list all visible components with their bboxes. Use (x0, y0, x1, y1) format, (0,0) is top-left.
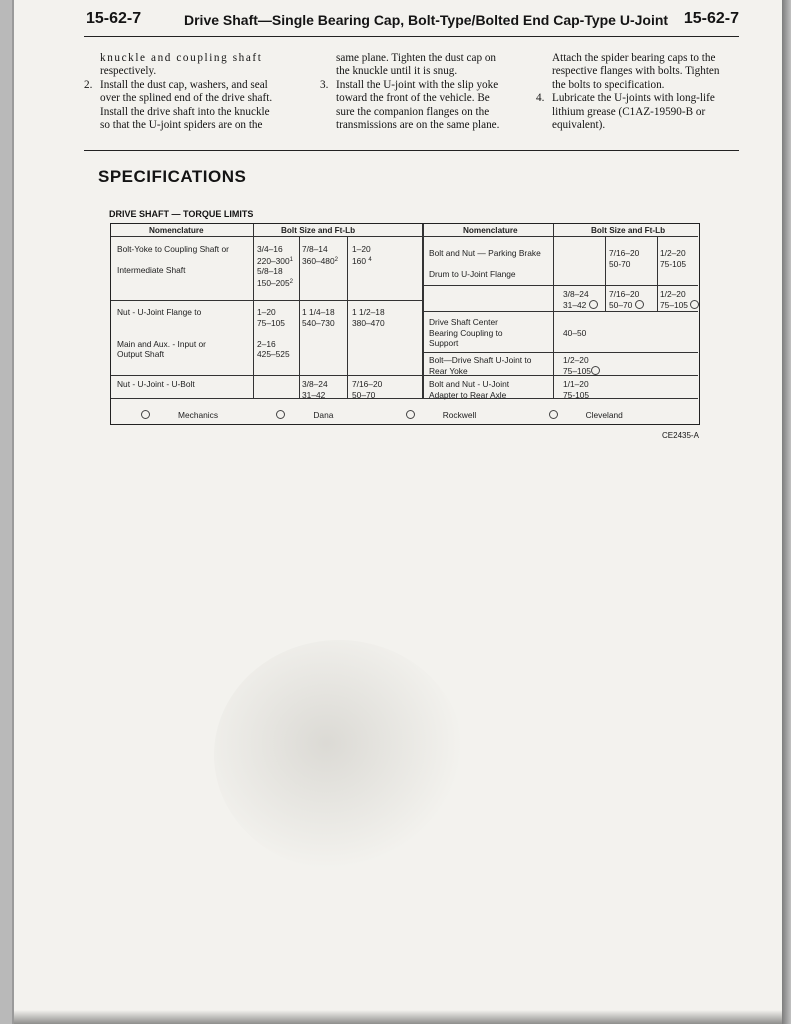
bolt-size-cell (257, 244, 293, 288)
text-line: Adapter to Rear Axle (429, 389, 507, 400)
page-number-right: 15-62-7 (683, 10, 739, 27)
text-line: 1 1/2–18 (352, 307, 385, 317)
dana-icon (276, 410, 285, 419)
step-3 (320, 79, 520, 133)
text-line: respectively. (100, 65, 157, 78)
text-line (563, 366, 603, 377)
bolt-size-cell (352, 379, 382, 400)
text-line: 1/1–20 (563, 379, 589, 389)
text-line (429, 259, 541, 270)
page-header (84, 6, 739, 37)
header-bolt-size-left: Bolt Size and Ft-Lb (281, 226, 356, 235)
cleveland-icon (549, 410, 558, 419)
bolt-size-cell (352, 244, 372, 266)
figure-code: CE2435-A (662, 431, 699, 440)
text-line (117, 318, 206, 329)
text-line: 7/16–20 (352, 379, 383, 389)
text-line (563, 300, 601, 311)
text-line: knuckle and coupling shaft (100, 52, 263, 64)
text-line: 1/2–20 (660, 248, 686, 258)
section-divider (84, 150, 739, 151)
cleveland-mark: 4 (368, 256, 372, 263)
rockwell-mark (690, 300, 699, 309)
page-edge-shadow (14, 1010, 782, 1024)
text-line: Support (429, 338, 459, 348)
text-line: Install the U-joint with the slip yoke (336, 78, 499, 91)
value: 360–480 (302, 255, 335, 266)
nomenclature-cell (429, 248, 541, 280)
mechanics-mark: 1 (289, 256, 293, 263)
value: 50–70 (609, 299, 633, 310)
nomenclature-cell (117, 307, 206, 360)
manual-page (12, 0, 782, 1024)
bolt-size-cell (302, 244, 338, 266)
rockwell-mark (591, 366, 600, 375)
nomenclature-cell (117, 244, 229, 276)
value: 160 (352, 255, 366, 266)
text-line: 1/2–20 (563, 355, 589, 365)
table-rule (111, 300, 422, 301)
bolt-size-cell (609, 248, 639, 269)
text-line (117, 255, 229, 266)
rockwell-mark (589, 300, 598, 309)
legend-item (406, 410, 505, 420)
bolt-size-cell (563, 355, 603, 376)
rockwell-icon (406, 410, 415, 419)
text-line (302, 255, 338, 267)
text-line (257, 328, 290, 339)
text-line (609, 300, 647, 311)
header-nomenclature-right: Nomenclature (463, 226, 518, 235)
text-line: Main and Aux. - Input or (117, 338, 206, 349)
text-line: respective flanges with bolts. Tighten (552, 65, 720, 78)
text-line: 380–470 (352, 317, 385, 328)
nomenclature-cell: Nut - U-Joint - U-Bolt (117, 379, 195, 389)
header-nomenclature-left: Nomenclature (149, 226, 204, 235)
text-line: 425–525 (257, 349, 290, 359)
text-line: 31–42 (302, 389, 326, 400)
text-line: 75-105 (660, 258, 687, 269)
table-rule (347, 236, 348, 398)
text-line (117, 328, 206, 339)
text-line: over the splined end of the drive shaft. (100, 92, 273, 105)
manufacturer-legend (141, 410, 679, 421)
value: 150–205 (257, 277, 290, 288)
dana-mark: 2 (334, 256, 338, 263)
legend-label: Dana (313, 410, 334, 420)
step-4 (536, 92, 741, 132)
table-rule (657, 236, 658, 312)
nomenclature-cell (429, 379, 509, 400)
text-line: 1/2–20 (660, 289, 686, 299)
text-line: Rear Yoke (429, 365, 468, 376)
bolt-size-cell (609, 289, 647, 310)
bolt-size-cell: 40–50 (563, 328, 587, 338)
text-line: 50–70 (352, 389, 376, 400)
dana-mark: 2 (289, 278, 293, 285)
text-line: 3/8–24 (302, 379, 328, 389)
step-number: 3. (320, 78, 329, 91)
bolt-size-cell (302, 379, 328, 400)
text-line: 1–20 (352, 244, 371, 254)
bolt-size-cell (302, 307, 335, 328)
text-line: equivalent). (552, 119, 606, 132)
text-line: 2–16 (257, 338, 276, 349)
table-rule (299, 236, 300, 398)
table-rule (553, 224, 554, 398)
text-line: 540–730 (302, 317, 335, 328)
text-line: same plane. Tighten the dust cap on (336, 52, 497, 64)
table-rule (111, 398, 698, 399)
legend-item (549, 410, 651, 420)
text-line: Bolt and Nut — Parking Brake (429, 248, 541, 258)
text-line: 75–105 (257, 317, 285, 328)
text-line: Output Shaft (117, 349, 165, 359)
text-line (660, 300, 702, 311)
text-line: Attach the spider bearing caps to the (552, 52, 716, 64)
text-line: Lubricate the U-joints with long-life (552, 92, 715, 105)
text-line: Bolt-Yoke to Coupling Shaft or (117, 244, 229, 254)
text-line: 7/16–20 (609, 248, 640, 258)
text-line: Bolt and Nut - U-Joint (429, 379, 510, 389)
text-line: Bearing Coupling to (429, 327, 503, 338)
text-line: transmissions are on the same plane. (336, 119, 500, 132)
bleed-through-illustration (214, 640, 464, 870)
text-line: 3/4–16 (257, 244, 283, 254)
text-line: Drum to U-Joint Flange (429, 269, 516, 279)
text-line: toward the front of the vehicle. Be (336, 92, 490, 105)
text-line: Install the dust cap, washers, and seal (100, 78, 268, 91)
text-line: lithium grease (C1AZ-19590-B or (552, 105, 706, 118)
text-line: sure the companion flanges on the (336, 105, 490, 118)
bolt-size-cell (563, 379, 589, 400)
text-column-2 (320, 52, 520, 132)
nomenclature-cell (429, 317, 503, 349)
table-rule (253, 224, 254, 398)
bolt-size-cell (352, 307, 385, 328)
torque-limits-table (110, 223, 700, 425)
bolt-size-cell (660, 289, 702, 310)
value: 31–42 (563, 299, 587, 310)
table-rule (422, 224, 424, 398)
text-line: Nut - U-Joint Flange to (117, 307, 202, 317)
bolt-size-cell (563, 289, 601, 310)
bolt-size-cell (257, 307, 290, 360)
text-line: 7/16–20 (609, 289, 640, 299)
value: 75–105 (563, 365, 591, 376)
text-line: so that the U-joint spiders are on the (100, 119, 263, 132)
page-title: Drive Shaft—Single Bearing Cap, Bolt-Type/Bolted End Cap-Type U-Joint (184, 12, 669, 28)
bolt-size-cell (660, 248, 686, 269)
text-line: 1–20 (257, 307, 276, 317)
value: 220–300 (257, 255, 290, 266)
table-rule (422, 352, 698, 353)
text-line (352, 255, 372, 267)
text-line: 5/8–18 (257, 266, 283, 276)
text-line: 1 1/4–18 (302, 307, 335, 317)
legend-label: Rockwell (442, 410, 477, 420)
text-line: Bolt—Drive Shaft U-Joint to (429, 355, 532, 365)
text-column-1 (84, 52, 292, 132)
header-bolt-size-right: Bolt Size and Ft-Lb (591, 226, 666, 235)
text-line: 75-105 (563, 389, 590, 400)
text-line: 7/8–14 (302, 244, 328, 254)
text-line: the bolts to specification. (552, 78, 665, 91)
table-rule (111, 375, 422, 376)
torque-table-title: DRIVE SHAFT — TORQUE LIMITS (109, 209, 254, 219)
text-line: 3/8–24 (563, 289, 589, 299)
text-line: the knuckle until it is snug. (336, 65, 458, 78)
legend-label: Mechanics (178, 410, 219, 420)
text-column-3 (536, 52, 741, 132)
value: 75–105 (660, 299, 688, 310)
text-line (257, 277, 293, 289)
page-number-left: 15-62-7 (86, 10, 142, 27)
specifications-heading: SPECIFICATIONS (98, 167, 247, 186)
legend-label: Cleveland (585, 410, 623, 420)
text-line: Drive Shaft Center (429, 317, 498, 327)
legend-item (276, 410, 361, 420)
step-number: 4. (536, 92, 545, 105)
step-number: 2. (84, 78, 93, 91)
text-line: Install the drive shaft into the knuckle (100, 105, 270, 118)
table-rule (605, 236, 606, 312)
nomenclature-cell (429, 355, 531, 376)
text-line: Intermediate Shaft (117, 265, 186, 275)
rockwell-mark (635, 300, 644, 309)
text-line (257, 255, 293, 267)
mechanics-icon (141, 410, 150, 419)
text-line: 50-70 (609, 258, 631, 269)
step-2 (84, 79, 292, 133)
legend-item (141, 410, 246, 420)
